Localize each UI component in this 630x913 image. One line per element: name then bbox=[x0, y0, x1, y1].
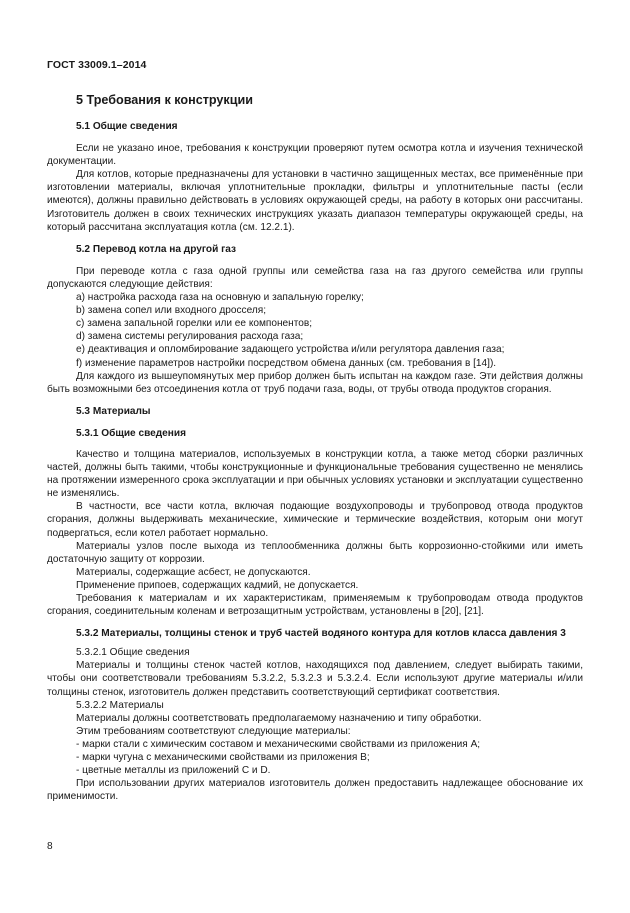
paragraph: Если не указано иное, требования к конструкции проверяют путем осмотра котла и изучения технической документации. bbox=[47, 143, 583, 168]
list-item: - марки чугуна с механическими свойствами из приложения В; bbox=[76, 752, 370, 764]
paragraph: Требования к материалам и их характеристикам, применяемым к трубопроводам отвода продуктов сгорания, соединительным коленам и ветрозащитным устройствам, установлены в [20], [21]. bbox=[47, 593, 583, 618]
paragraph: При переводе котла с газа одной группы или семейства газа на газ другого семейства или группы допускаются следующие действия: bbox=[47, 265, 583, 290]
section-5-3-1-title: 5.3.1 Общие сведения bbox=[76, 427, 186, 439]
section-5-3-2-2-title: 5.3.2.2 Материалы bbox=[76, 699, 164, 711]
actions-list bbox=[47, 291, 583, 370]
list-item: e) деактивация и опломбирование задающего устройства и/или регулятора давления газа; bbox=[76, 344, 505, 356]
section-5-1-title: 5.1 Общие сведения bbox=[76, 121, 178, 132]
paragraph: Материалы узлов после выхода из теплообменника должны быть коррозионно-стойкими или иметь достаточную защиту от коррозии. bbox=[47, 540, 583, 565]
paragraph: Применение припоев, содержащих кадмий, не допускается. bbox=[76, 579, 359, 591]
section-5-title: 5 Требования к конструкции bbox=[76, 93, 253, 107]
paragraph: При использовании других материалов изготовитель должен предоставить надлежащее обоснование их применимости. bbox=[47, 778, 583, 803]
paragraph: Материалы, содержащие асбест, не допускаются. bbox=[76, 566, 311, 578]
list-item: - марки стали с химическим составом и механическими свойствами из приложения А; bbox=[76, 738, 481, 750]
section-5-3-2-1-title: 5.3.2.1 Общие сведения bbox=[76, 647, 190, 659]
list-item: a) настройка расхода газа на основную и запальную горелку; bbox=[76, 292, 364, 304]
paragraph: Для котлов, которые предназначены для установки в частично защищенных местах, все применённые при изготовлении материалы, включая уплотнительные прокладки, фильтры и уплотнительные пасты (если имеются), должны правильно действовать в условиях окружающей среды, на работу в которых они рассчитаны. Изготовитель должен в своих технических инструкциях указать диапазон температуры окружающей среды, на который рассчитана эксплуатация котла (см. 12.2.1). bbox=[47, 169, 583, 233]
paragraph: Этим требованиям соответствуют следующие материалы: bbox=[76, 725, 351, 737]
paragraph: Материалы и толщины стенок частей котлов, находящихся под давлением, следует выбирать такими, чтобы они соответствовали требованиям 5.3.2.2, 5.3.2.3 и 5.3.2.4. Если используют другие материалы и/или толщины стенок, изготовитель должен представить соответствующий сертификат соответствия. bbox=[47, 660, 583, 698]
paragraph: В частности, все части котла, включая подающие воздухопроводы и трубопровод отвода продуктов сгорания, должны выдерживать механические, химические и термические воздействия, которым они могут подвергаться, если котел работает нормально. bbox=[47, 501, 583, 539]
paragraph: Качество и толщина материалов, используемых в конструкции котла, а также метод сборки различных частей, должны быть такими, чтобы конструкционные и функциональные требования существенно не менялись на протяжении измеренного срока эксплуатации и при обычных условиях установки и эксплуатации существенно не изменялись. bbox=[47, 448, 583, 500]
page-number: 8 bbox=[47, 841, 53, 852]
list-item: c) замена запальной горелки или ее компонентов; bbox=[76, 318, 313, 330]
materials-list bbox=[47, 738, 583, 777]
section-5-2-title: 5.2 Перевод котла на другой газ bbox=[76, 243, 237, 255]
list-item: - цветные металлы из приложений С и D. bbox=[76, 765, 271, 777]
list-item: f) изменение параметров настройки посредством обмена данных (см. требования в [14]). bbox=[76, 357, 497, 369]
page-content bbox=[47, 93, 583, 803]
paragraph: Для каждого из вышеупомянутых мер прибор должен быть испытан на каждом газе. Эти действия должны быть возможными без отсоединения котла от труб подачи газа, воды, от трубы отвода продуктов сгорания. bbox=[47, 370, 583, 395]
document-code: ГОСТ 33009.1–2014 bbox=[47, 59, 147, 71]
paragraph: Материалы должны соответствовать предполагаемому назначению и типу обработки. bbox=[76, 712, 482, 724]
list-item: b) замена сопел или входного дросселя; bbox=[76, 305, 267, 317]
section-5-3-2-title: 5.3.2 Материалы, толщины стенок и труб частей водяного контура для котлов класса давления 3 bbox=[76, 628, 566, 640]
section-5-3-title: 5.3 Материалы bbox=[76, 405, 151, 417]
list-item: d) замена системы регулирования расхода газа; bbox=[76, 331, 304, 343]
